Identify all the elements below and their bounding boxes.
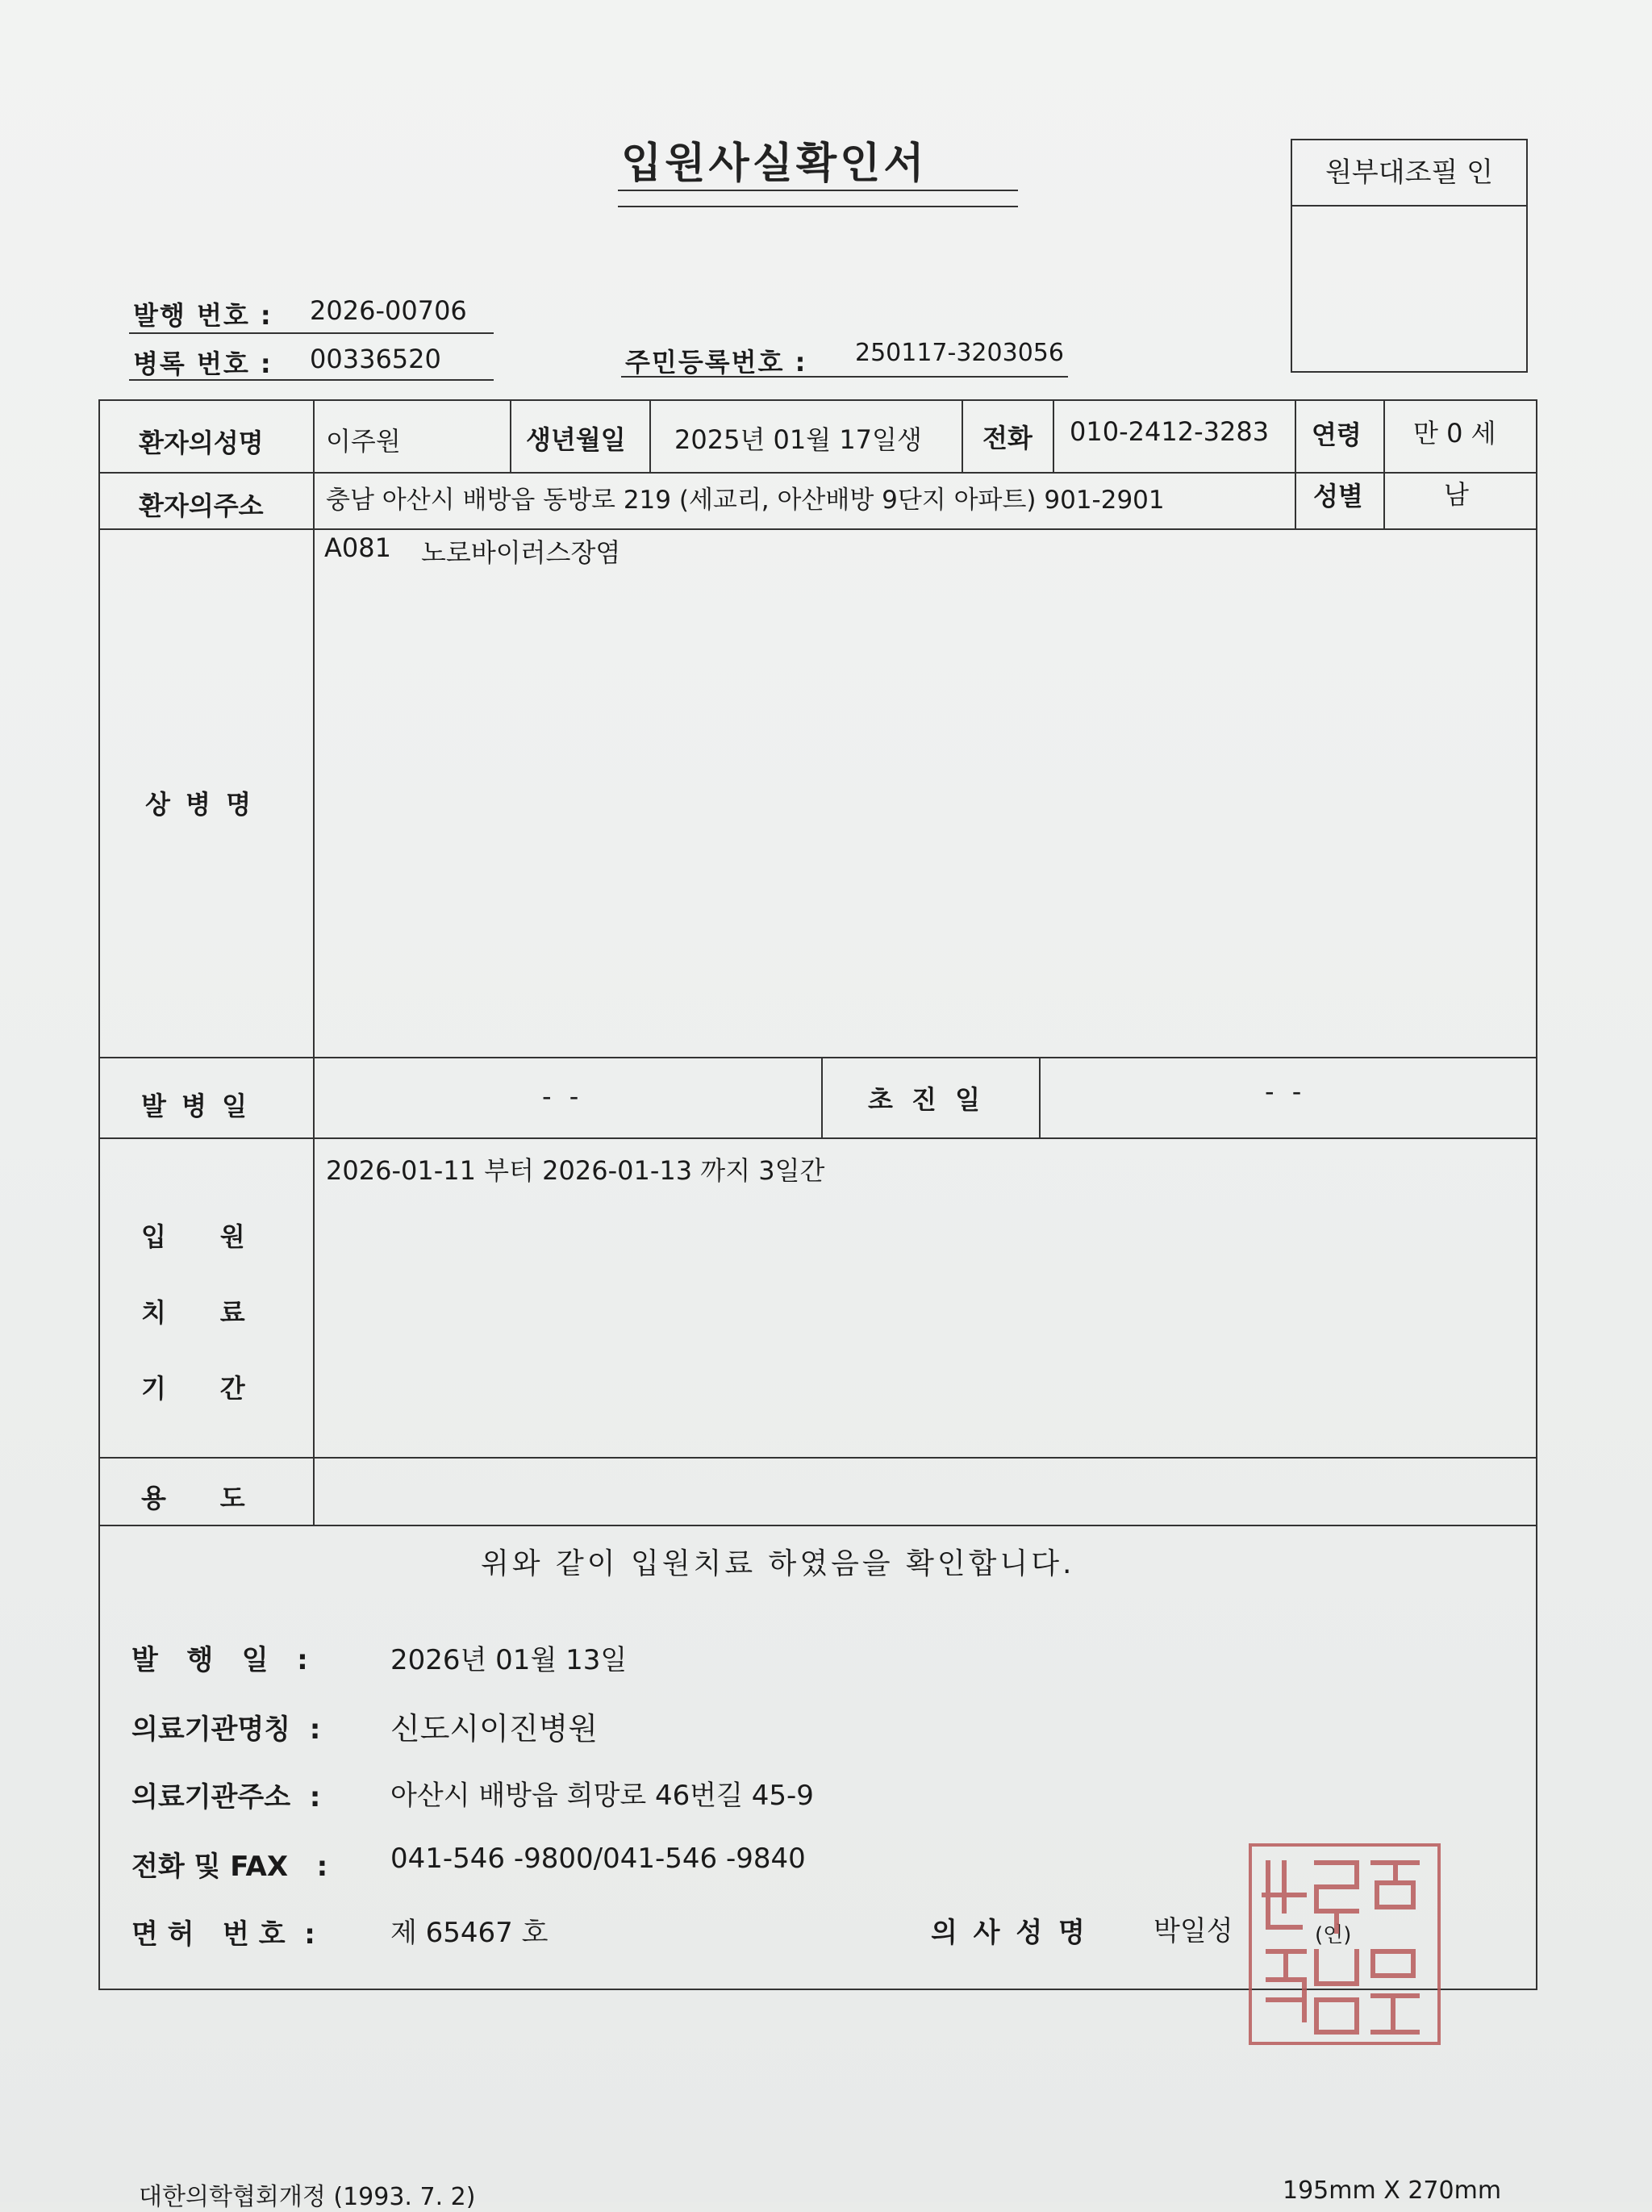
tel-fax-label: 전화 및 FAX : xyxy=(131,1851,328,1883)
hospital-seal xyxy=(1249,1843,1441,2045)
column-divider xyxy=(1053,399,1054,472)
phone-label: 전화 xyxy=(982,423,1032,453)
issue-number-underline xyxy=(129,332,494,334)
onset-label: 발 병 일 xyxy=(141,1091,251,1121)
age-label: 연령 xyxy=(1312,419,1362,450)
diagnosis-code: A081 xyxy=(324,532,391,563)
document-title: 입원사실확인서 xyxy=(621,140,928,188)
row-divider xyxy=(98,1525,1537,1526)
institution-address-label: 의료기관주소 : xyxy=(131,1781,321,1813)
sex: 남 xyxy=(1444,479,1469,510)
confirmation-statement: 위와 같이 입원치료 하였음을 확인합니다. xyxy=(481,1547,1075,1580)
seal-graphic-icon xyxy=(1252,1847,1437,2042)
dob-label: 생년월일 xyxy=(526,424,626,455)
column-divider xyxy=(1383,399,1385,528)
issue-number: 2026-00706 xyxy=(310,295,467,326)
admission-period: 2026-01-11 부터 2026-01-13 까지 3일간 xyxy=(326,1155,825,1186)
first-visit-value: - - xyxy=(1265,1076,1307,1107)
rrn-underline xyxy=(621,376,1068,378)
purpose-label: 용 도 xyxy=(141,1483,245,1513)
license-label: 면 허 번 호 : xyxy=(131,1918,315,1951)
patient-name-label: 환자의성명 xyxy=(139,428,264,458)
verification-stamp-box xyxy=(1291,139,1528,373)
tel-fax: 041-546 -9800/041-546 -9840 xyxy=(390,1843,806,1875)
paper-size-note: 195mm X 270mm xyxy=(1283,2177,1502,2205)
column-divider xyxy=(1295,399,1296,528)
column-divider xyxy=(821,1057,823,1137)
stamp-box-label: 원부대조필 인 xyxy=(1292,140,1526,207)
period-label: 기 간 xyxy=(141,1373,245,1404)
column-divider xyxy=(510,399,511,472)
institution-address: 아산시 배방읍 희망로 46번길 45-9 xyxy=(390,1780,814,1812)
title-underline-double xyxy=(618,206,1018,207)
patient-name: 이주원 xyxy=(326,426,401,457)
onset-value: - - xyxy=(542,1081,584,1112)
form-revision-note: 대한의학협회개정 (1993. 7. 2) xyxy=(139,2183,476,2211)
doctor-label: 의 사 성 명 xyxy=(931,1917,1088,1949)
license-number: 제 65467 호 xyxy=(390,1917,549,1949)
rrn-label: 주민등록번호 : xyxy=(625,347,807,378)
column-divider xyxy=(1039,1057,1041,1137)
institution-name-label: 의료기관명칭 : xyxy=(131,1713,321,1746)
treatment-label: 치 료 xyxy=(141,1297,245,1328)
seal-mark: (인) xyxy=(1315,1923,1352,1947)
diagnosis-label: 상 병 명 xyxy=(145,789,255,820)
doctor-name: 박일성 xyxy=(1153,1915,1233,1947)
age: 만 0 세 xyxy=(1413,418,1496,449)
column-divider xyxy=(962,399,963,472)
address: 충남 아산시 배방읍 동방로 219 (세교리, 아산배방 9단지 아파트) 901-2901 xyxy=(326,486,1165,515)
issue-date-label: 발 행 일 : xyxy=(131,1644,308,1676)
rrn: 250117-3203056 xyxy=(855,339,1064,367)
issue-number-label: 발행 번호 : xyxy=(133,300,273,331)
sex-label: 성별 xyxy=(1313,481,1363,511)
institution-name: 신도시이진병원 xyxy=(390,1711,598,1747)
record-number-underline xyxy=(129,379,494,381)
admission-label: 입 원 xyxy=(141,1221,245,1252)
diagnosis-name: 노로바이러스장염 xyxy=(421,537,621,568)
issue-date: 2026년 01월 13일 xyxy=(390,1644,628,1676)
column-divider xyxy=(649,399,651,472)
record-number: 00336520 xyxy=(310,344,441,374)
address-label: 환자의주소 xyxy=(139,490,264,521)
column-divider xyxy=(313,399,315,1525)
phone: 010-2412-3283 xyxy=(1070,416,1270,447)
title-underline xyxy=(618,190,1018,191)
record-number-label: 병록 번호 : xyxy=(133,348,273,379)
first-visit-label: 초 진 일 xyxy=(868,1084,986,1115)
dob: 2025년 01월 17일생 xyxy=(674,424,922,455)
